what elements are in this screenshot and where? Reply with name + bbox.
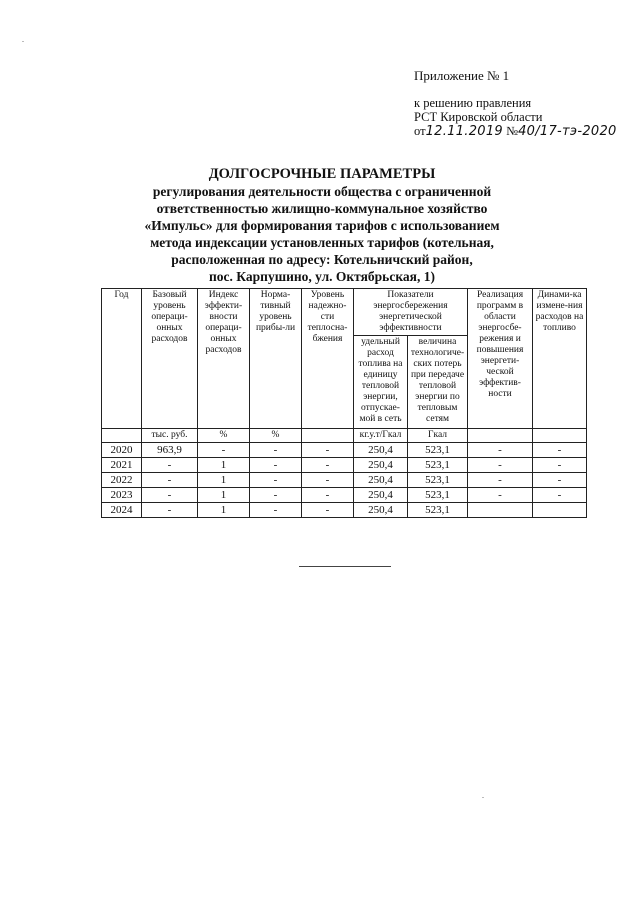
cell-reliability: - xyxy=(302,458,354,473)
cell-normative-profit: - xyxy=(250,443,302,458)
cell-dynamics: - xyxy=(533,488,587,503)
cell-reliability: - xyxy=(302,443,354,458)
cell-fuel-rate: 250,4 xyxy=(354,488,408,503)
unit-year xyxy=(102,429,142,443)
unit-dynamics xyxy=(533,429,587,443)
scan-speck xyxy=(482,797,484,798)
cell-heat-losses: 523,1 xyxy=(408,473,468,488)
unit-fuel-rate: кг.у.т/Гкал xyxy=(354,429,408,443)
header-programs: Реализация программ в области энергосбе-режения и повышения энергети-ческой эффектив-ности xyxy=(468,289,533,429)
cell-fuel-rate: 250,4 xyxy=(354,473,408,488)
title-line: пос. Карпушино, ул. Октябрьская, 1) xyxy=(209,269,435,284)
appendix-label: Приложение № 1 xyxy=(414,68,510,83)
cell-programs: - xyxy=(468,473,533,488)
cell-heat-losses: 523,1 xyxy=(408,503,468,518)
cell-efficiency-index: 1 xyxy=(198,488,250,503)
cell-normative-profit: - xyxy=(250,458,302,473)
cell-programs xyxy=(468,503,533,518)
document-title xyxy=(120,166,524,285)
parameters-table xyxy=(101,288,587,518)
decision-date: 12.11.2019 xyxy=(425,124,503,139)
cell-normative-profit: - xyxy=(250,503,302,518)
cell-reliability: - xyxy=(302,503,354,518)
unit-programs xyxy=(468,429,533,443)
cell-base-level: - xyxy=(142,503,198,518)
scan-speck xyxy=(22,41,24,42)
decision-line-1: к решению правления xyxy=(414,96,532,110)
title-line: расположенная по адресу: Котельничский район, xyxy=(171,252,473,267)
cell-normative-profit: - xyxy=(250,473,302,488)
cell-year: 2022 xyxy=(102,473,142,488)
cell-efficiency-index: 1 xyxy=(198,503,250,518)
cell-year: 2020 xyxy=(102,443,142,458)
cell-programs: - xyxy=(468,488,533,503)
cell-year: 2021 xyxy=(102,458,142,473)
decision-date-line xyxy=(414,124,617,139)
header-base-level: Базовый уровень операци-онных расходов xyxy=(142,289,198,429)
unit-reliability xyxy=(302,429,354,443)
decision-reference xyxy=(414,96,617,139)
decision-line-2: РСТ Кировской области xyxy=(414,110,543,124)
title-line: регулирования деятельности общества с ограниченной xyxy=(152,184,492,199)
cell-programs: - xyxy=(468,458,533,473)
cell-dynamics: - xyxy=(533,458,587,473)
unit-normative-profit: % xyxy=(250,429,302,443)
title-line: «Импульс» для формирования тарифов с использованием xyxy=(144,218,500,233)
title-line: ответственностью жилищно-коммунальное хозяйство xyxy=(156,201,488,216)
cell-programs: - xyxy=(468,443,533,458)
header-heat-losses: величина технологиче-ских потерь при передаче тепловой энергии по тепловым сетям xyxy=(408,336,468,429)
cell-heat-losses: 523,1 xyxy=(408,458,468,473)
cell-efficiency-index: - xyxy=(198,443,250,458)
cell-dynamics: - xyxy=(533,473,587,488)
unit-efficiency-index: % xyxy=(198,429,250,443)
cell-heat-losses: 523,1 xyxy=(408,443,468,458)
date-prefix: от xyxy=(414,124,426,138)
end-rule xyxy=(299,566,391,567)
header-dynamics: Динами-ка измене-ния расходов на топливо xyxy=(533,289,587,429)
cell-year: 2023 xyxy=(102,488,142,503)
decision-number: 40/17-тэ-2020 xyxy=(518,124,617,139)
cell-base-level: - xyxy=(142,458,198,473)
cell-efficiency-index: 1 xyxy=(198,473,250,488)
number-prefix: № xyxy=(506,124,519,138)
header-normative-profit: Норма-тивный уровень прибы-ли xyxy=(250,289,302,429)
header-year: Год xyxy=(102,289,142,429)
table-row xyxy=(102,503,587,518)
cell-reliability: - xyxy=(302,473,354,488)
cell-base-level: - xyxy=(142,488,198,503)
cell-fuel-rate: 250,4 xyxy=(354,458,408,473)
cell-reliability: - xyxy=(302,488,354,503)
title-heading: ДОЛГОСРОЧНЫЕ ПАРАМЕТРЫ xyxy=(208,166,436,182)
cell-fuel-rate: 250,4 xyxy=(354,503,408,518)
table-row xyxy=(102,473,587,488)
header-energy-group: Показатели энергосбережения энергетической эффективности xyxy=(354,289,468,336)
cell-normative-profit: - xyxy=(250,488,302,503)
cell-heat-losses: 523,1 xyxy=(408,488,468,503)
unit-heat-losses: Гкал xyxy=(408,429,468,443)
title-line: метода индексации установленных тарифов (котельная, xyxy=(150,235,494,250)
header-fuel-rate: удельный расход топлива на единицу тепловой энергии, отпускае-мой в сеть xyxy=(354,336,408,429)
cell-year: 2024 xyxy=(102,503,142,518)
cell-fuel-rate: 250,4 xyxy=(354,443,408,458)
table-row xyxy=(102,458,587,473)
table-row xyxy=(102,443,587,458)
header-reliability: Уровень надежно-сти теплосна-бжения xyxy=(302,289,354,429)
cell-efficiency-index: 1 xyxy=(198,458,250,473)
unit-base-level: тыс. руб. xyxy=(142,429,198,443)
cell-base-level: - xyxy=(142,473,198,488)
cell-dynamics xyxy=(533,503,587,518)
table-row xyxy=(102,488,587,503)
cell-dynamics: - xyxy=(533,443,587,458)
cell-base-level: 963,9 xyxy=(142,443,198,458)
header-efficiency-index: Индекс эффекти-вности операци-онных расходов xyxy=(198,289,250,429)
